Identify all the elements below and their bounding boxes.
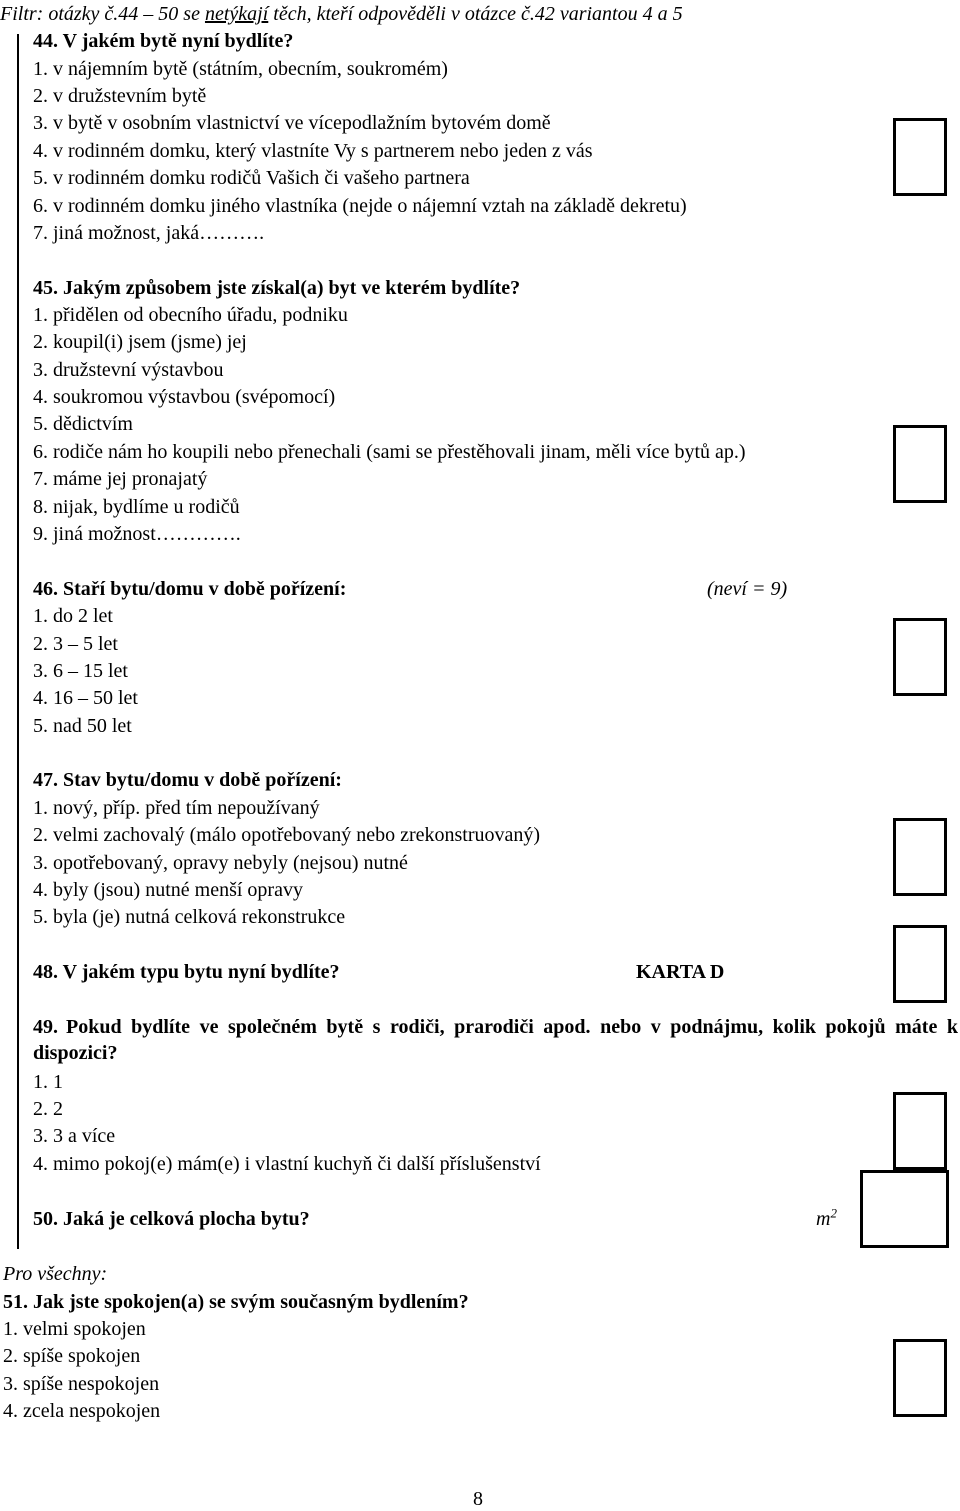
- q50-title: 50. Jaká je celková plocha bytu?: [33, 1208, 310, 1230]
- q45-option-1: 1. přidělen od obecního úřadu, podniku: [33, 304, 348, 326]
- q47-option-2: 2. velmi zachovalý (málo opotřebovaný nebo zrekonstruovaný): [33, 824, 541, 846]
- filter-note-emphasis: netýkají: [204, 3, 269, 25]
- filter-note-part1: Filtr: otázky č.44 – 50 se: [0, 3, 200, 25]
- q46-answer-box[interactable]: [893, 618, 947, 696]
- q51-option-3: 3. spíše nespokojen: [3, 1373, 160, 1395]
- page-number: 8: [473, 1488, 483, 1510]
- q47-option-4: 4. byly (jsou) nutné menší opravy: [33, 879, 303, 901]
- q49-answer-box[interactable]: [893, 1092, 947, 1170]
- filter-bracket-line: [17, 34, 19, 1249]
- q50-answer-box[interactable]: [860, 1170, 949, 1248]
- q44-option-1: 1. v nájemním bytě (státním, obecním, soukromém): [33, 58, 448, 80]
- q49-option-4: 4. mimo pokoj(e) mám(e) i vlastní kuchyň či další příslušenství: [33, 1153, 541, 1175]
- q51-title: 51. Jak jste spokojen(a) se svým současným bydlením?: [3, 1291, 469, 1313]
- q49-option-3: 3. 3 a více: [33, 1125, 116, 1147]
- filter-note: [0, 2, 683, 26]
- q49-option-2: 2. 2: [33, 1098, 63, 1120]
- q44-option-2: 2. v družstevním bytě: [33, 85, 207, 107]
- q50-unit-base: m: [816, 1208, 831, 1230]
- q46-option-2: 2. 3 – 5 let: [33, 633, 118, 655]
- for-all-note: Pro všechny:: [3, 1263, 108, 1285]
- q44-option-4: 4. v rodinném domku, který vlastníte Vy s partnerem nebo jeden z vás: [33, 140, 593, 162]
- q47-option-3: 3. opotřebovaný, opravy nebyly (nejsou) nutné: [33, 852, 408, 874]
- q46-note: (neví = 9): [707, 578, 788, 600]
- q47-option-5: 5. byla (je) nutná celková rekonstrukce: [33, 906, 346, 928]
- q46-option-5: 5. nad 50 let: [33, 715, 132, 737]
- q46-option-4: 4. 16 – 50 let: [33, 687, 138, 709]
- q47-title: 47. Stav bytu/domu v době pořízení:: [33, 769, 342, 791]
- q50-unit-superscript: 2: [830, 1205, 837, 1221]
- q51-answer-box[interactable]: [893, 1339, 947, 1417]
- q45-option-7: 7. máme jej pronajatý: [33, 468, 208, 490]
- q49-title: Pokud bydlíte ve společném bytě s rodiči, prarodiči apod. nebo v podnájmu, kolik pokojů máte k dispozici?: [33, 1016, 958, 1064]
- q44-option-3: 3. v bytě v osobním vlastnictví ve vícepodlažním bytovém domě: [33, 112, 551, 134]
- q50-unit: [816, 1207, 837, 1231]
- q51-option-1: 1. velmi spokojen: [3, 1318, 146, 1340]
- q49-number: 49.: [33, 1016, 58, 1038]
- q46-option-3: 3. 6 – 15 let: [33, 660, 128, 682]
- q45-option-6: 6. rodiče nám ho koupili nebo přenechali (sami se přestěhovali jinam, měli více bytů ap.): [33, 441, 746, 463]
- q47-answer-box[interactable]: [893, 818, 947, 896]
- q45-answer-box[interactable]: [893, 425, 947, 503]
- q48-title: 48. V jakém typu bytu nyní bydlíte?: [33, 961, 340, 983]
- q44-title: 44. V jakém bytě nyní bydlíte?: [33, 30, 294, 52]
- q51-option-2: 2. spíše spokojen: [3, 1345, 141, 1367]
- q45-option-8: 8. nijak, bydlíme u rodičů: [33, 496, 240, 518]
- filter-note-part2: těch, kteří odpověděli v otázce č.42 variantou 4 a 5: [273, 3, 683, 25]
- q45-option-4: 4. soukromou výstavbou (svépomocí): [33, 386, 336, 408]
- q44-option-6: 6. v rodinném domku jiného vlastníka (nejde o nájemní vztah na základě dekretu): [33, 195, 687, 217]
- q45-title: 45. Jakým způsobem jste získal(a) byt ve kterém bydlíte?: [33, 277, 521, 299]
- q49-option-1: 1. 1: [33, 1071, 63, 1093]
- q44-option-5: 5. v rodinném domku rodičů Vašich či vašeho partnera: [33, 167, 470, 189]
- q49-title-block: [33, 1014, 958, 1066]
- q48-answer-box[interactable]: [893, 925, 947, 1003]
- q51-option-4: 4. zcela nespokojen: [3, 1400, 161, 1422]
- q45-option-9: 9. jiná možnost………….: [33, 523, 241, 545]
- q48-card: KARTA D: [636, 961, 725, 983]
- q45-option-2: 2. koupil(i) jsem (jsme) jej: [33, 331, 247, 353]
- q46-option-1: 1. do 2 let: [33, 605, 113, 627]
- q45-option-5: 5. dědictvím: [33, 413, 133, 435]
- q44-option-7: 7. jiná možnost, jaká……….: [33, 222, 265, 244]
- q47-option-1: 1. nový, příp. před tím nepoužívaný: [33, 797, 320, 819]
- q46-title: 46. Staří bytu/domu v době pořízení:: [33, 578, 347, 600]
- q44-answer-box[interactable]: [893, 118, 947, 196]
- q45-option-3: 3. družstevní výstavbou: [33, 359, 224, 381]
